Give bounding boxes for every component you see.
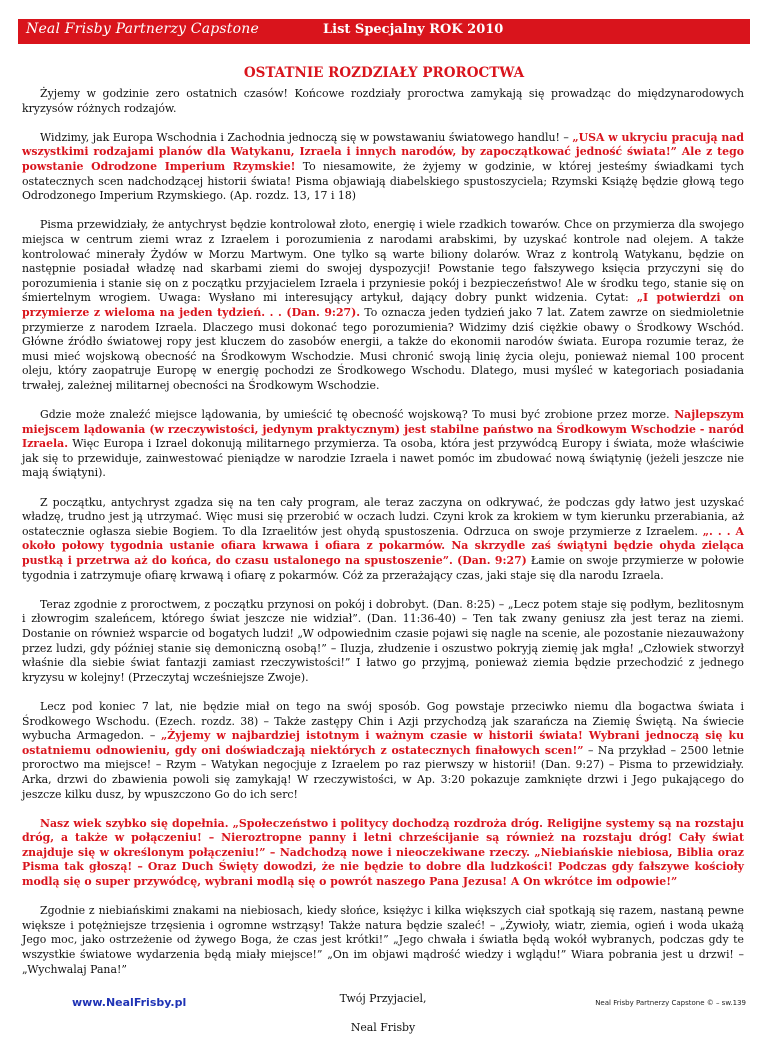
- header-bar: [18, 19, 750, 44]
- footer-copyright: Neal Frisby Partnerzy Capstone © – sw.139: [595, 999, 746, 1007]
- paragraph: Pisma przewidziały, że antychryst będzie kontrolował złoto, energię i wiele rzadkich towarów. Chce on przymierza dla swojego miejsca w centrum ziemi wraz z Izraelem i porozumienia z narodami arabskimi, by uzyskać kontrole nad olejem. A także kontrolować minerały Żydów w Morzu Martwym. One tylko są warte biliony dolarów. Wraz z kontrolą Watykanu, będzie on następnie posiadał władzę nad skarbami ziemi do swojej dyspozycji! Powstanie tego fałszywego księcia przyczyni się do porozumienia i stanie się on z początku przyjacielem Izraela i przyniesie pokój i bezpieczeństwo! Ale w środku tego, stanie się on śmiertelnym wrogiem. Uwaga: Wysłano mi interesujący artykuł, dający dobry punkt widzenia. Cytat: „I potwierdzi on przymierze z wieloma na jeden tydzień. . . (Dan. 9:27). To oznacza jeden tydzień jako 7 lat. Zatem zawrze on siedmioletnie przymierze z narodem Izraela. Dlaczego musi dokonać tego porozumienia? Widzimy dziś ciężkie obawy o Środkowy Wschód. Główne źródło światowej ropy jest kluczem do zasobów energii, a także do ekonomii narodów świata. Europa rozumie teraz, że musi mieć wojskową obecność na Środkowym Wschodzie. Musi chronić swoją linię życia oleju, ponieważ niemal 100 procent oleju, który zaopatruje Europę w energię pochodzi ze Środkowego Wschodu. Dlatego, musi myśleć w kategoriach posiadania trwałej, zależnej militarnej obecności na Środkowym Wschodzie.: [22, 218, 744, 392]
- paragraph: [22, 817, 744, 890]
- paragraph: Lecz pod koniec 7 lat, nie będzie miał on tego na swój sposób. Gog powstaje przeciwko niemu dla bogactwa świata i Środkowego Wschodu. (Ezech. rozdz. 38) – Także zastępy Chin i Azji przychodzą jak szarańcza na Ziemię Świętą. Na świecie wybucha Armagedon. – „Żyjemy w najbardziej istotnym i ważnym czasie w historii świata! Wybrani jednoczą się ku ostatniemu odnowieniu, gdy oni doświadczają niektórych z ostatecznych finałowych scen!” – Na przykład – 2500 letnie proroctwo ma miejsce! – Rzym – Watykan negocjuje z Izraelem po raz pierwszy w historii! (Dan. 9:27) – Pisma to przewidziały. Arka, drzwi do zbawienia powoli się zamykają! W rzeczywistości, w Ap. 3:20 pokazuje zamknięte drzwi i Jego pukającego do jeszcze kilku dusz, by wpuszczono Go do ich serc!: [22, 699, 745, 801]
- header-title: List Specjalny ROK 2010: [323, 22, 504, 37]
- highlight-text: Najlepszym miejscem lądowania (w rzeczywistości, jedynym praktycznym) jest stabilne państwo na Środkowym Wschodzie - naród Izraela.: [22, 408, 744, 451]
- paragraph: Gdzie może znaleźć miejsce lądowania, by umieścić tę obecność wojskową? To musi być zrobione przez morze. Najlepszym miejscem lądowania (w rzeczywistości, jedynym praktycznym) jest stabilne państwo na Środkowym Wschodzie - naród Izraela. Więc Europa i Izrael dokonują militarnego przymierza. Ta osoba, która jest przywódcą Europy i świata, może właściwie jak się to przewiduje, zainwestować pieniądze w narodzie Izraela i nawet pomóc im zbudować nową świątynię (jeżeli jeszcze nie mają świątyni).: [22, 408, 744, 480]
- highlight-text: „. . . A około połowy tygodnia ustanie ofiara krwawa i ofiara z pokarmów. Na skrzydle zaś świątyni będzie ohyda zieląca pustką i przetrwa aż do końca, do czasu ustalonego na spustoszenie”. (Dan. 9:27): [22, 524, 745, 567]
- highlight-text: Nasz wiek szybko się dopełnia. „Społeczeństwo i politycy dochodzą rozdroża dróg. Religijne systemy są na rozstaju dróg, a także w połączeniu! – Nieroztropne panny i letni chrześcijanie są również na rozstaju dróg! Cały świat znajduje się w określonym połączeniu!” – Nadchodzą nowe i nieoczekiwane rzeczy. „Niebiańskie niebiosa, Biblia oraz Pisma tak głoszą! – Oraz Duch Święty dowodzi, że nie będzie to dobre dla ludzkości! Podczas gdy fałszywe kościoły modlą się o super przywódcę, wybrani modlą się o powrót naszego Pana Jezusa! A On wkrótce im odpowie!”: [22, 816, 744, 889]
- article-body: [22, 87, 744, 1050]
- paragraph: Żyjemy w godzinie zero ostatnich czasów! Końcowe rozdziały proroctwa zamykają się prowadząc do międzynarodowych kryzysów różnych rodzajów.: [22, 87, 744, 115]
- highlight-text: „Żyjemy w najbardziej istotnym i ważnym czasie w historii świata! Wybrani jednoczą się ku ostatniemu odnowieniu, gdy oni doświadczają niektórych z ostatecznych finałowych scen!”: [22, 729, 744, 757]
- footer-website-link[interactable]: www.NealFrisby.pl: [72, 996, 187, 1009]
- paragraph: Zgodnie z niebiańskimi znakami na niebiosach, kiedy słońce, księżyc i kilka większych ciał spotkają się razem, nastaną pewne większe i potężniejsze trzęsienia i ogromne wstrząsy! Także natura będzie szaleć! – „Żywioły, wiatr, ziemia, ogień i woda ukażą Jego moc, jako ostrzeżenie od żywego Boga, że czas jest krótki!” „Jego chwała i światła będą wokół wybranych, podczas gdy te wszystkie światowe wydarzenia będą miały miejsce!” „On im objawi mądrość wiedzy i wglądu!” Wiara pobrania jest u drzwi! – „Wychwalaj Pana!”: [22, 904, 744, 976]
- highlight-text: „USA w ukryciu pracują nad wszystkimi rodzajami planów dla Watykanu, Izraela i innych narodów, by zapoczątkować jedność świata!” Ale z tego powstanie Odrodzone Imperium Rzymskie!: [22, 130, 744, 173]
- signature-name: Neal Frisby: [350, 1021, 416, 1034]
- paragraph: Teraz zgodnie z proroctwem, z początku przynosi on pokój i dobrobyt. (Dan. 8:25) – „Lecz potem staje się podłym, bezlitosnym i złowrogim szaleńcem, którego świat jeszcze nie widział”. (Dan. 11:36-40) – Ten tak zwany geniusz zła jest teraz na ziemi. Dostanie on również wsparcie od bogatych ludzi! „W odpowiednim czasie pojawi się nagle na scenie, ale pozostanie niezauważony przez ludzi, gdy później stanie się demoniczną osobą!” – Iluzja, złudzenie i oszustwo pokryją ziemię jak mgła! „Człowiek stworzył właśnie dla siebie świat fantazji zamiast rzeczywistości!” I łatwo go przyjmą, ponieważ ziemia będzie przechodzić z jednego kryzysu w kolejny! (Przeczytaj wcześniejsze Zwoje).: [22, 597, 744, 684]
- brand-logo-text: Neal Frisby Partnerzy Capstone: [26, 21, 259, 37]
- paragraph: Z początku, antychryst zgadza się na ten cały program, ale teraz zaczyna on odkrywać, że podczas gdy łatwo jest uzyskać władzę, trudno jest ją utrzymać. Więc musi się przerobić w oczach ludzi. Czyni krok za krokiem w tym kierunku przerabiania, aż ostatecznie ogłasza siebie Bogiem. To dla Izraelitów jest ohydą spustoszenia. Odrzuca on swoje przymierze z Izraelem. „. . . A około połowy tygodnia ustanie ofiara krwawa i ofiara z pokarmów. Na skrzydle zaś świątyni będzie ohyda zieląca pustką i przetrwa aż do końca, do czasu ustalonego na spustoszenie”. (Dan. 9:27) Łamie on swoje przymierze w połowie tygodnia i zatrzymuje ofiarę krwawą i ofiarę z pokarmów. Cóż za przerażający czas, jaki staje się dla narodu Izraela.: [22, 495, 745, 582]
- page-title: OSTATNIE ROZDZIAŁY PROROCTWA: [243, 65, 525, 81]
- highlight-text: „I potwierdzi on przymierze z wieloma na jeden tydzień. . . (Dan. 9:27).: [22, 291, 744, 319]
- paragraph: Widzimy, jak Europa Wschodnia i Zachodnia jednoczą się w powstawaniu światowego handlu! – „USA w ukryciu pracują nad wszystkimi rodzajami planów dla Watykanu, Izraela i innych narodów, by zapoczątkować jedność świata!” Ale z tego powstanie Odrodzone Imperium Rzymskie! To niesamowite, że żyjemy w godzinie, w której jesteśmy świadkami tych ostatecznych scen nadchodzącej historii świata! Pisma objawiają diabelskiego spustoszyciela; Rzymski Książę będzie głową tego Odrodzonego Imperium Rzymskiego. (Ap. rozdz. 13, 17 i 18): [22, 130, 744, 203]
- signature-closing: Twój Przyjaciel,: [339, 991, 427, 1005]
